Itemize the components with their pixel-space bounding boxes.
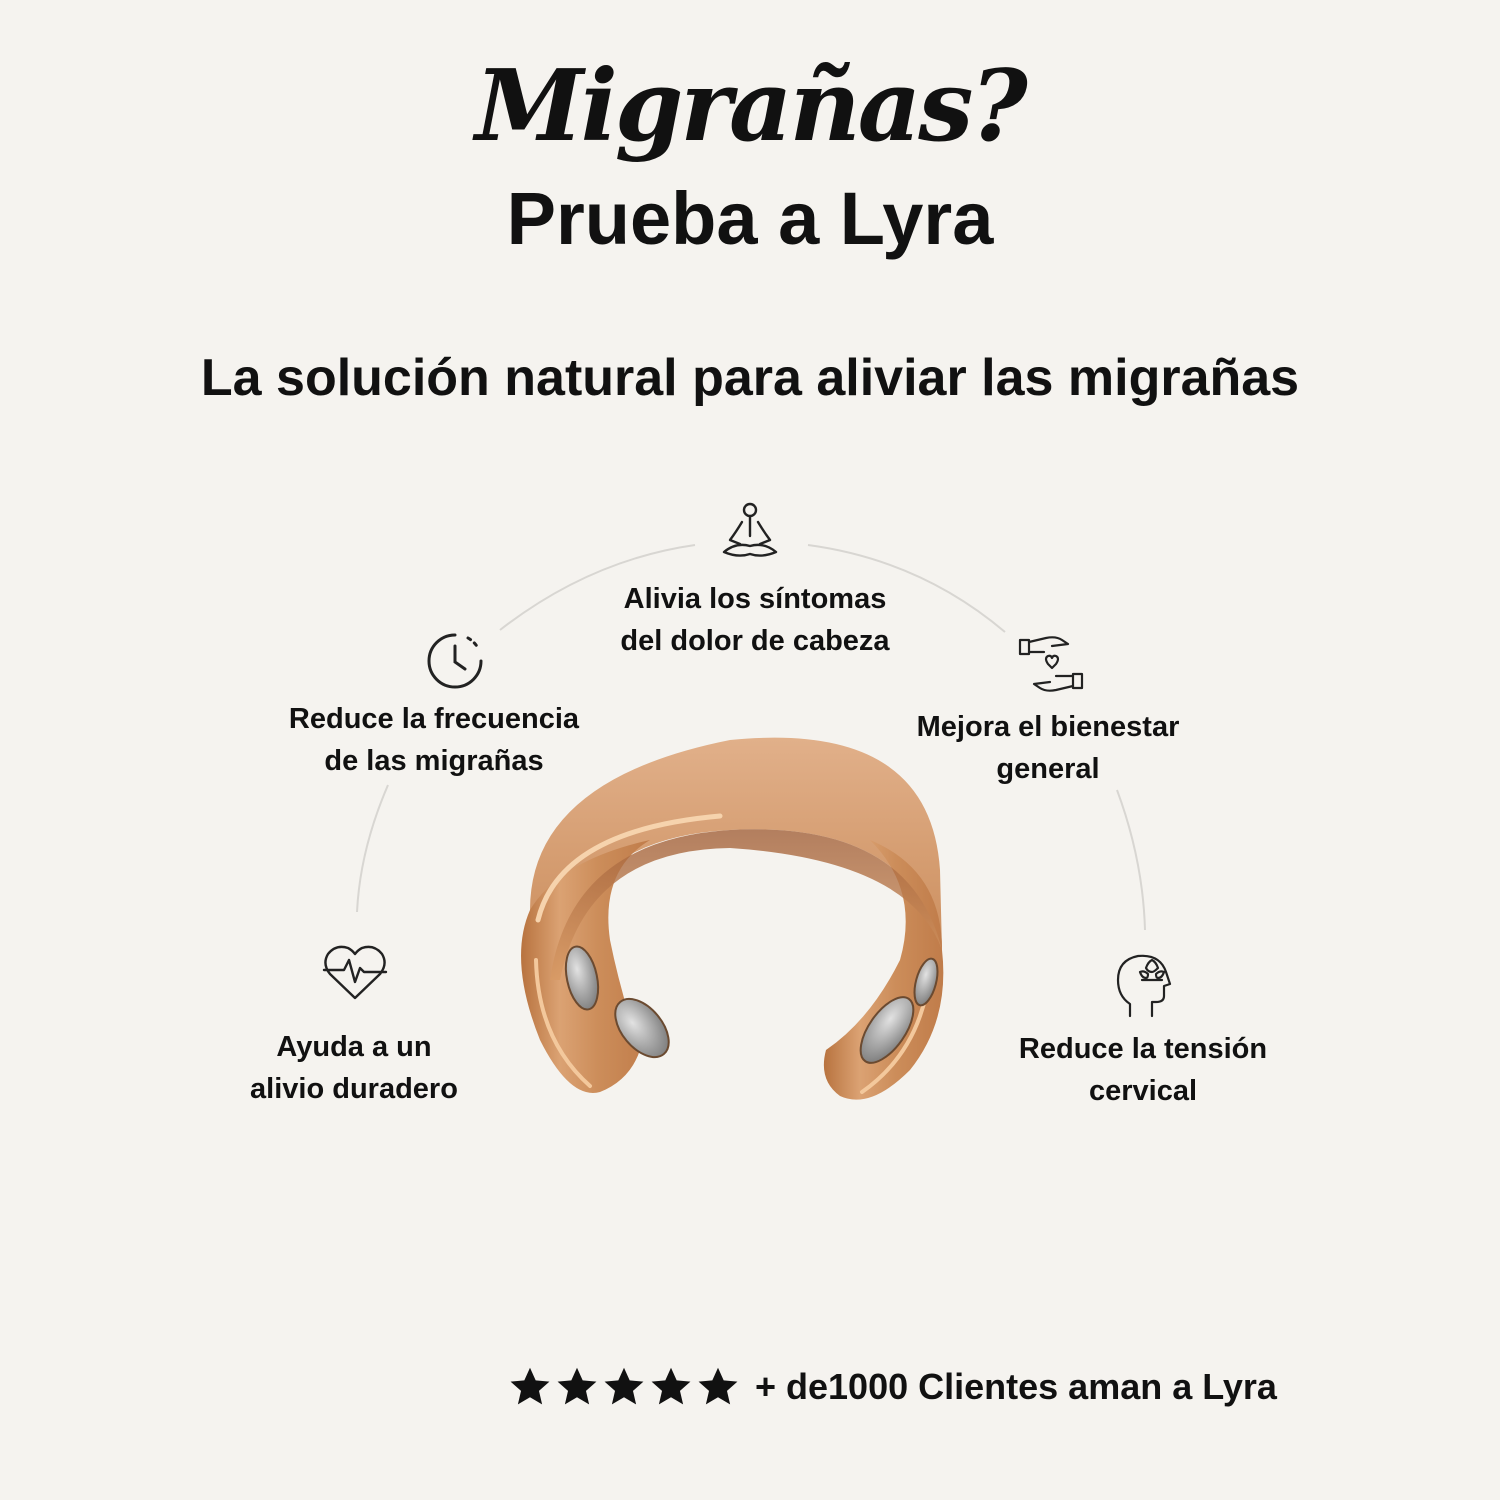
heartbeat-icon — [320, 940, 390, 1004]
benefit-relieves-symptoms — [565, 578, 945, 662]
star-rating — [508, 1365, 743, 1409]
headline: Migrañas? — [475, 49, 1025, 164]
star-icon — [555, 1365, 599, 1409]
benefit-line: Alivia los síntomas — [623, 583, 887, 615]
hands-heart-icon — [1016, 630, 1086, 698]
star-icon — [508, 1365, 552, 1409]
magnetic-ring-image — [490, 720, 970, 1120]
benefit-reduces-neck-tension — [953, 1028, 1333, 1112]
benefit-line: del dolor de cabeza — [620, 625, 890, 657]
clock-icon — [424, 630, 486, 692]
star-icon — [696, 1365, 740, 1409]
rating-text: + de1000 Clientes aman a Lyra — [755, 1366, 1277, 1407]
benefit-line: general — [996, 753, 1100, 785]
head-lotus-icon — [1110, 948, 1176, 1020]
benefit-line: Reduce la tensión — [1018, 1033, 1268, 1065]
rating-bar — [508, 1365, 1277, 1409]
tagline: La solución natural para aliviar las migrañas — [200, 349, 1300, 407]
benefit-line: Mejora el bienestar — [916, 711, 1180, 743]
benefit-lasting-relief — [164, 1026, 544, 1110]
benefit-line: Reduce la frecuencia — [288, 703, 580, 735]
meditation-icon — [716, 500, 784, 562]
star-icon — [649, 1365, 693, 1409]
subheadline: Prueba a Lyra — [506, 177, 994, 260]
arc-segment — [357, 785, 388, 912]
benefit-line: cervical — [1088, 1075, 1198, 1107]
benefit-line: alivio duradero — [250, 1073, 458, 1105]
benefit-line: Ayuda a un — [276, 1031, 432, 1063]
star-icon — [602, 1365, 646, 1409]
arc-segment — [1117, 790, 1145, 930]
benefit-line: de las migrañas — [324, 745, 544, 777]
